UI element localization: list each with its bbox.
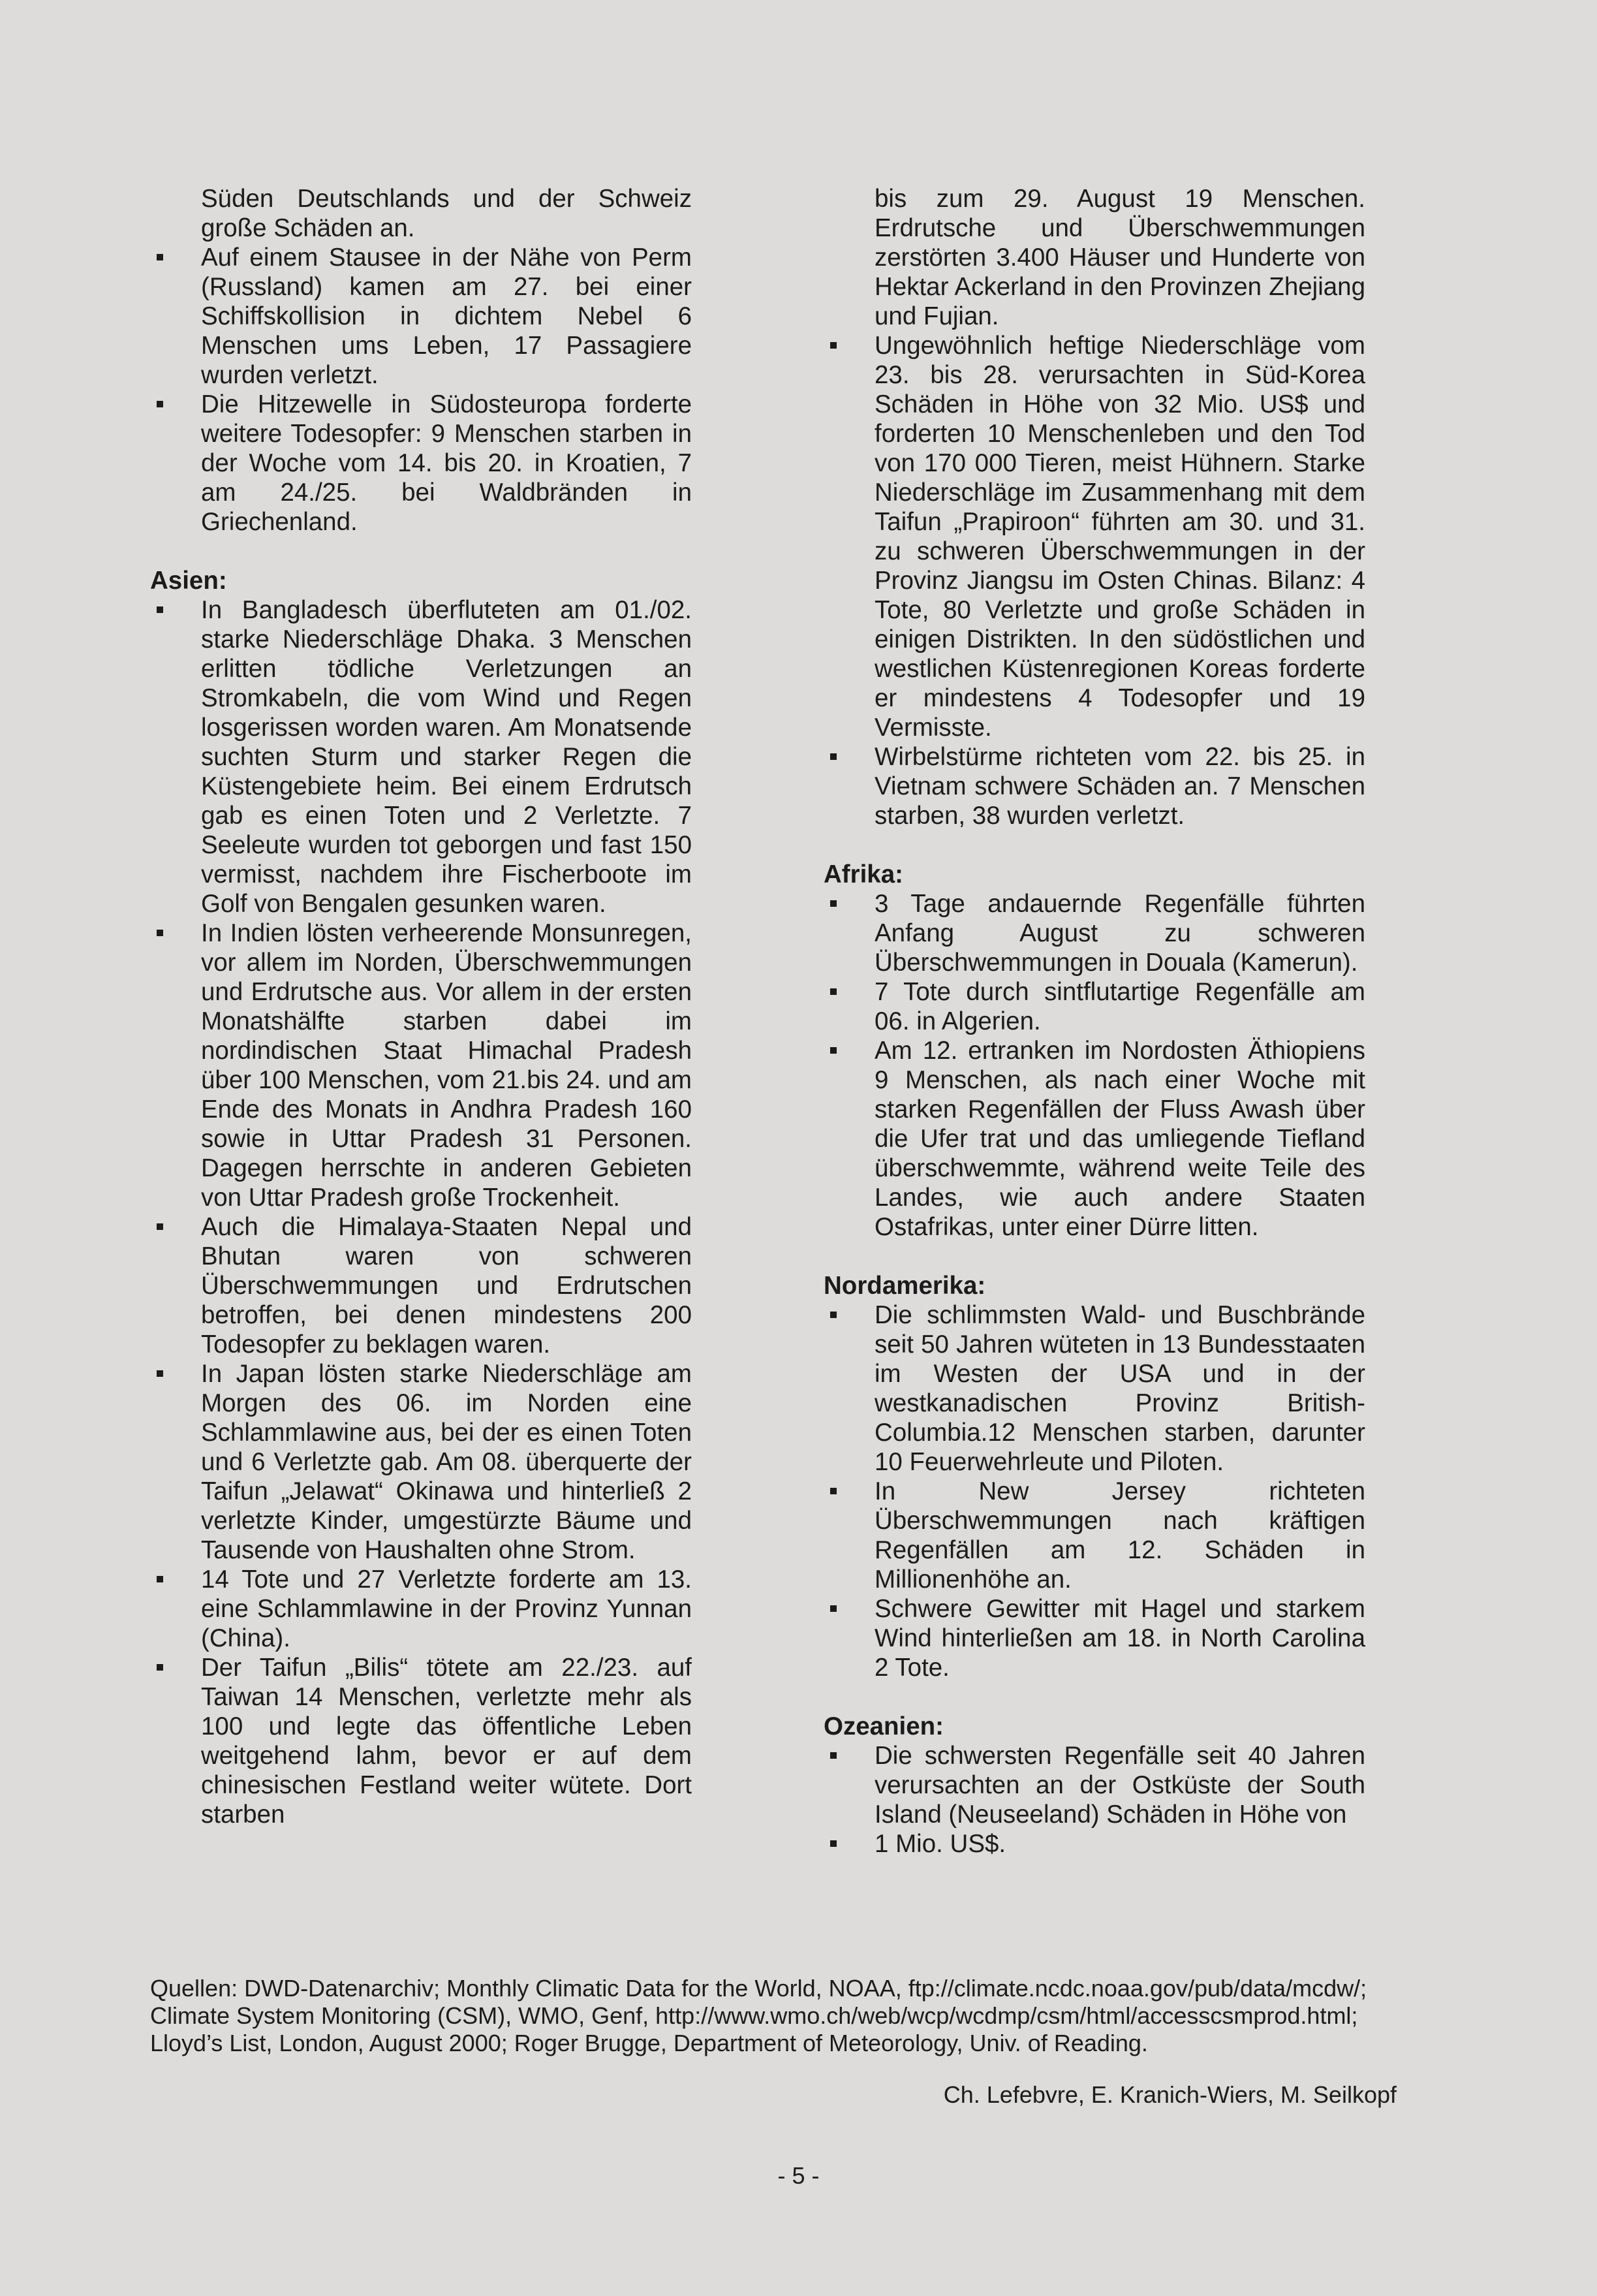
bullet-icon [157, 254, 163, 260]
right-column [824, 184, 1365, 1859]
sources-note: Quellen: DWD-Datenarchiv; Monthly Climatic Data for the World, NOAA, ftp://climate.ncdc.noaa.gov/pub/data/mcdw/; Climate System Monitoring (CSM), WMO, Genf, http://www.wmo.ch/web/wcp/wcdmp/csm/html/accesscsmprod.html; Lloyd’s List, London, August 2000; Roger Brugge, Department of Meteorology, Univ. of Reading. [150, 1975, 1367, 2056]
bullet-icon [157, 606, 163, 613]
bullet-icon [830, 1312, 837, 1318]
list-item: In Japan lösten starke Niederschläge am Morgen des 06. im Norden eine Schlammlawine aus, bei der es einen Toten und 6 Verletzte gab. Am 08. überquerte der Taifun „Jelawat“ Okinawa und hinterließ 2 verletzte Kinder, umgestürzte Bäume und Tausende von Haushalten ohne Strom. [150, 1359, 692, 1565]
bullet-icon [830, 1752, 837, 1759]
list-item: 3 Tage andauernde Regenfälle führten Anfang August zu schweren Überschwemmungen in Douala (Kamerun). [824, 889, 1365, 977]
list-item: In Bangladesch überfluteten am 01./02. starke Niederschläge Dhaka. 3 Menschen erlitten tödliche Verletzungen an Stromkabeln, die vom Wind und Regen losgerissen worden waren. Am Monatsende suchten Sturm und starker Regen die Küstengebiete heim. Bei einem Erdrutsch gab es einen Toten und 2 Verletzte. 7 Seeleute wurden tot geborgen und fast 150 vermisst, nachdem ihre Fischerboote im Golf von Bengalen gesunken waren. [150, 595, 692, 919]
list-item: 1 Mio. US$. [824, 1829, 1365, 1859]
continued-text: Süden Deutschlands und der Schweiz große Schäden an. [201, 185, 692, 242]
list-item: Auch die Himalaya-Staaten Nepal und Bhutan waren von schweren Überschwemmungen und Erdrutschen betroffen, bei denen mindestens 200 Todesopfer zu beklagen waren. [150, 1212, 692, 1359]
bullet-icon [157, 930, 163, 936]
bullet-icon [157, 1664, 163, 1671]
list-item: Die schlimmsten Wald- und Buschbrände seit 50 Jahren wüteten in 13 Bundesstaaten im Westen der USA und in der westkanadischen Provinz British-Columbia.12 Menschen starben, darunter 10 Feuerwehrleute und Piloten. [824, 1300, 1365, 1477]
bullet-icon [830, 1047, 837, 1054]
bullet-icon [157, 1576, 163, 1582]
bullet-icon [830, 1840, 837, 1847]
list-item: Ungewöhnlich heftige Niederschläge vom 23. bis 28. verursachten in Süd-Korea Schäden in Höhe von 32 Mio. US$ und forderten 10 Menschenleben und den Tod von 170 000 Tieren, meist Hühnern. Starke Niederschläge im Zusammenhang mit dem Taifun „Prapiroon“ führten am 30. und 31. zu schweren Überschwemmungen in der Provinz Jiangsu im Osten Chinas. Bilanz: 4 Tote, 80 Verletzte und große Schäden in einigen Distrikten. In den südöstlichen und westlichen Küstenregionen Koreas forderte er mindestens 4 Todesopfer und 19 Vermisste. [824, 331, 1365, 742]
list-item: Die schwersten Regenfälle seit 40 Jahren verursachten an der Ostküste der South Island (Neuseeland) Schäden in Höhe von [824, 1741, 1365, 1829]
bullet-icon [830, 988, 837, 995]
list-item: Die Hitzewelle in Südosteuropa forderte weitere Todesopfer: 9 Menschen starben in der Woche vom 14. bis 20. in Kroatien, 7 am 24./25. bei Waldbränden in Griechenland. [150, 390, 692, 537]
authors-line: Ch. Lefebvre, E. Kranich-Wiers, M. Seilkopf [943, 2081, 1397, 2108]
continued-text: bis zum 29. August 19 Menschen. Erdrutsche und Überschwemmungen zerstörten 3.400 Häuser und Hunderte von Hektar Ackerland in den Provinzen Zhejiang und Fujian. [875, 185, 1365, 330]
page-number: - 5 - [777, 2162, 820, 2189]
list-item: Schwere Gewitter mit Hagel und starkem Wind hinterließen am 18. in North Carolina 2 Tote. [824, 1594, 1365, 1682]
europe-item-list [150, 243, 692, 537]
bullet-icon [830, 900, 837, 907]
list-item: Der Taifun „Bilis“ tötete am 22./23. auf Taiwan 14 Menschen, verletzte mehr als 100 und legte das öffentliche Leben weitgehend lahm, bevor er auf dem chinesischen Festland weiter wütete. Dort starben [150, 1653, 692, 1829]
left-column [150, 184, 692, 1829]
list-item: In Indien lösten verheerende Monsunregen, vor allem im Norden, Überschwemmungen und Erdrutsche aus. Vor allem in der ersten Monatshälfte starben dabei im nordindischen Staat Himachal Pradesh über 100 Menschen, vom 21.bis 24. und am Ende des Monats in Andhra Pradesh 160 sowie in Uttar Pradesh 31 Personen. Dagegen herrschte in anderen Gebieten von Uttar Pradesh große Trockenheit. [150, 919, 692, 1212]
bullet-icon [830, 1605, 837, 1612]
bullet-icon [157, 1223, 163, 1230]
north-america-item-list [824, 1300, 1365, 1682]
section-heading-africa: Afrika: [824, 860, 903, 889]
bullet-icon [157, 401, 163, 407]
asia-item-list [150, 595, 692, 1829]
section-heading-asia: Asien: [150, 567, 227, 595]
section-heading-oceania: Ozeanien: [824, 1712, 944, 1740]
bullet-icon [830, 753, 837, 760]
oceania-item-list [824, 1741, 1365, 1859]
africa-item-list [824, 889, 1365, 1242]
list-item: Auf einem Stausee in der Nähe von Perm (Russland) kamen am 27. bei einer Schiffskollision in dichtem Nebel 6 Menschen ums Leben, 17 Passagiere wurden verletzt. [150, 243, 692, 390]
list-item: In New Jersey richteten Überschwemmungen nach kräftigen Regenfällen am 12. Schäden in Millionenhöhe an. [824, 1477, 1365, 1594]
bullet-icon [830, 342, 837, 349]
bullet-icon [157, 1370, 163, 1377]
list-item: 7 Tote durch sintflutartige Regenfälle am 06. in Algerien. [824, 977, 1365, 1036]
asia-item-list-continued [824, 331, 1365, 830]
list-item: Wirbelstürme richteten vom 22. bis 25. in Vietnam schwere Schäden an. 7 Menschen starben, 38 wurden verletzt. [824, 742, 1365, 830]
list-item: 14 Tote und 27 Verletzte forderte am 13. eine Schlammlawine in der Provinz Yunnan (China). [150, 1565, 692, 1653]
bullet-icon [830, 1488, 837, 1494]
list-item: Am 12. ertranken im Nordosten Äthiopiens 9 Menschen, als nach einer Woche mit starken Regenfällen der Fluss Awash über die Ufer trat und das umliegende Tiefland überschwemmte, während weite Teile des Landes, wie auch andere Staaten Ostafrikas, unter einer Dürre litten. [824, 1036, 1365, 1242]
section-heading-north-america: Nordamerika: [824, 1272, 986, 1300]
